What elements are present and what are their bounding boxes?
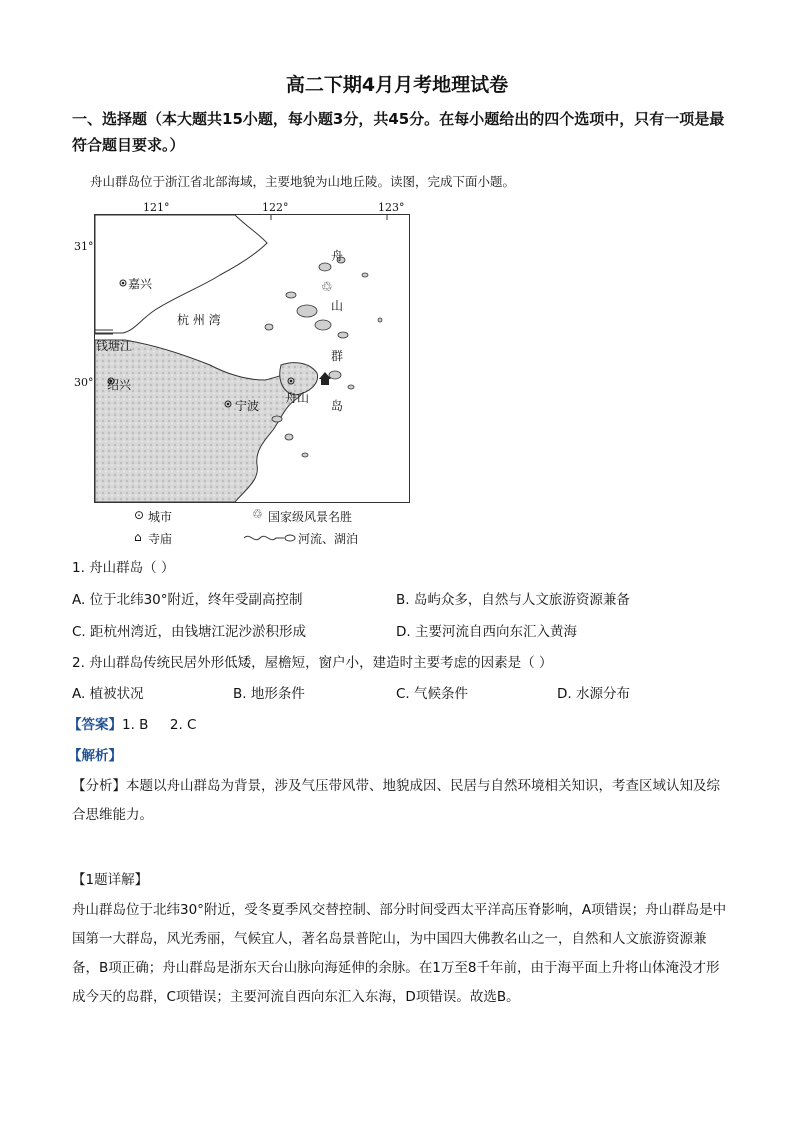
question-2-stem: 2. 舟山群岛传统民居外形低矮，屋檐短，窗户小，建造时主要考虑的因素是（ ） [72,655,553,671]
q1-option-d: D. 主要河流自西向东汇入黄海 [396,624,577,640]
label-qun: 群 [331,349,344,363]
legend-city: 城市 [148,510,173,524]
section-heading: 一、选择题（本大题共15小题，每小题3分，共45分。在每小题给出的四个选项中，只有一项是最符合题目要求。） [72,110,725,154]
map-frame [94,214,410,503]
lat-label-30: 30° [74,376,94,389]
label-shaoxing: 绍兴 [107,378,132,392]
lon-label-122: 122° [262,201,289,214]
label-shan: 山 [331,299,344,313]
label-jiaxing: 嘉兴 [128,277,153,291]
q1-option-b: B. 岛屿众多，自然与人文旅游资源兼备 [396,592,630,608]
answer-line [68,713,197,733]
lon-label-121: 121° [143,201,170,214]
fenxi-paragraph [72,772,728,830]
detail-heading: 【1题详解】 [72,872,149,888]
answer-text: 1. B 2. C [122,717,197,733]
legend-river: 河流、湖泊 [298,532,359,546]
q2-option-d: D. 水源分布 [557,686,630,702]
label-hangzhou-bay: 杭 州 湾 [177,313,221,327]
svg-text:♲: ♲ [321,280,333,295]
q2-option-c: C. 气候条件 [396,686,469,702]
map-svg [95,215,409,502]
city-legend-icon: ⊙ [134,508,145,522]
q2-option-a: A. 植被状况 [72,686,144,702]
answer-tag: 【答案】 [68,717,122,733]
label-zhoushan-city: 舟山 [285,391,310,405]
intro-text: 舟山群岛位于浙江省北部海域，主要地貌为山地丘陵。读图，完成下面小题。 [90,174,516,189]
label-qiantang-river: 钱塘江 [96,339,133,353]
analysis-heading [68,744,122,764]
scenic-legend-icon: ♲ [252,507,263,521]
temple-legend-icon: ⌂ [134,530,142,544]
page-title: 高二下期4月月考地理试卷 [285,74,509,96]
label-zhou: 舟 [331,249,344,263]
legend-scenic: 国家级风景名胜 [268,510,353,524]
q1-option-a: A. 位于北纬30°附近，终年受副高控制 [72,592,303,608]
detail-paragraph: 舟山群岛位于北纬30°附近，受冬夏季风交替控制、部分时间受西太平洋高压脊影响，A项错误；舟山群岛是中国第一大群岛，风光秀丽，气候宜人，著名岛景普陀山，为中国四大佛教名山之一，自然和人文旅游资源兼备，B项正确；舟山群岛是浙东天台山脉向海延伸的余脉。在1万至8千年前，由于海平面上升将山体淹没才形成今天的岛群，C项错误；主要河流自西向东汇入东海，D项错误。故选B。 [72,902,727,1005]
fenxi-tag: 【分析】 [72,778,126,794]
q1-option-c: C. 距杭州湾近，由钱塘江泥沙淤积形成 [72,624,307,640]
fenxi-text: 本题以舟山群岛为背景，涉及气压带风带、地貌成因、民居与自然环境相关知识，考查区域认知及综合思维能力。 [72,778,720,823]
analysis-tag: 【解析】 [68,748,122,764]
label-dao: 岛 [331,399,344,413]
label-ningbo: 宁波 [235,399,260,413]
question-1-stem: 1. 舟山群岛（ ） [72,560,175,576]
q2-option-b: B. 地形条件 [233,686,305,702]
legend-temple: 寺庙 [148,532,173,546]
river-legend-icon [244,532,296,544]
lon-label-123: 123° [378,201,405,214]
lat-label-31: 31° [74,240,94,253]
